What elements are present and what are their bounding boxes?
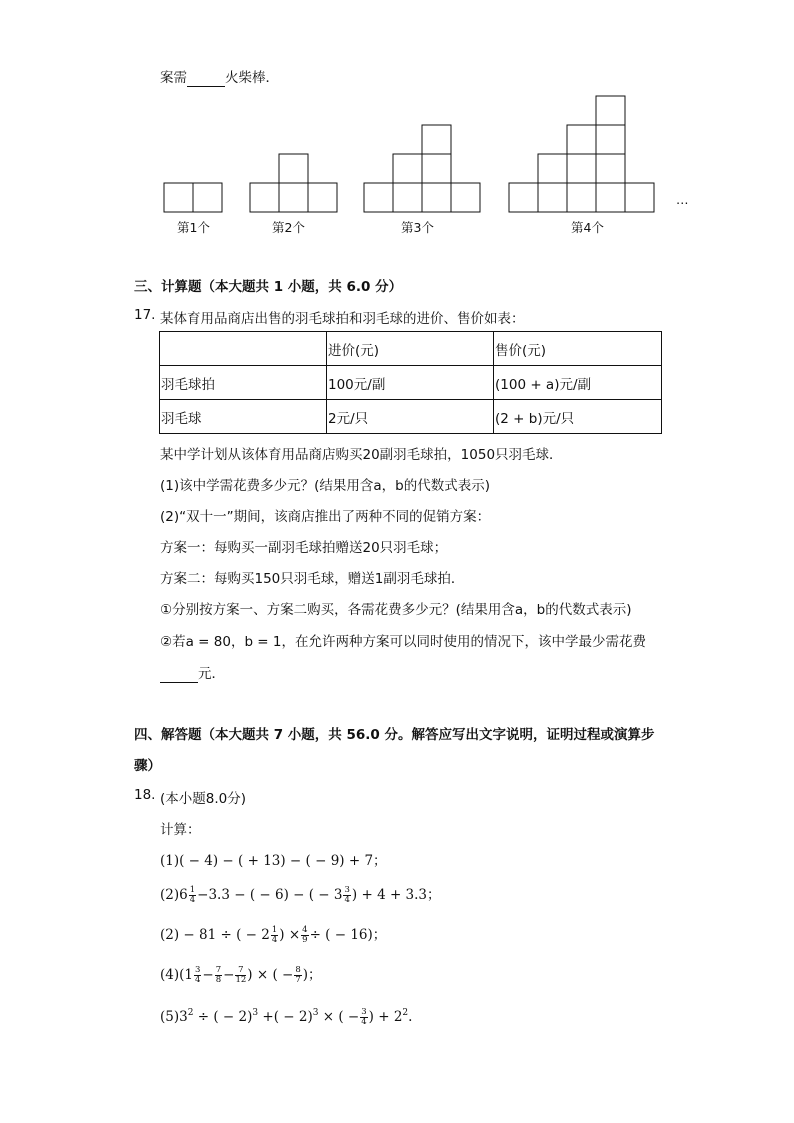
table-cell: 售价(元) [494,332,662,366]
numerator: 1 [271,925,278,935]
fraction [343,886,350,905]
denominator: 4 [194,975,201,985]
figure-label-1: 第1个 [177,220,210,235]
table-row [160,400,662,434]
expr-text: ) × ( − [247,967,294,983]
fraction [235,966,246,985]
q17-plan: 某中学计划从该体育用品商店购买20副羽毛球拍，1050只羽毛球． [160,447,563,463]
expr-text: ) + 4 + 3.3； [351,887,441,903]
fraction [215,966,222,985]
expr-text: (2) − 81 ÷ ( − 2 [160,927,270,943]
table-cell: (100 + a)元/副 [494,366,662,400]
q18-expression-1: (1)( − 4) − ( + 13) − ( − 9) + 7； [160,853,387,869]
fraction [294,966,301,985]
figure-1-squares [164,183,222,212]
question-16-tail [160,66,279,87]
section-4-heading-line2: 骤） [134,758,161,774]
sub2-end-text: 元． [198,666,225,682]
price-table [159,331,662,434]
fraction [360,1008,367,1027]
figure-ellipsis: … [676,192,689,207]
figure-2-squares [250,154,337,212]
exponent: 2 [187,1008,194,1018]
denominator: 9 [302,935,308,945]
table-cell: (2 + b)元/只 [494,400,662,434]
q17-sub2: ②若a = 80，b = 1，在允许两种方案可以同时使用的情况下，该中学最少需花费 [160,634,646,650]
numerator: 7 [215,965,222,975]
exponent: 3 [312,1008,319,1018]
expr-text: +( − 2) [258,1009,313,1025]
denominator: 4 [189,895,196,905]
q17-stem: 某体育用品商店出售的羽毛球拍和羽毛球的进价、售价如表： [160,311,525,327]
fraction [301,926,308,945]
section-3-heading: 三、计算题（本大题共 1 小题，共 6.0 分） [134,279,403,295]
expr-text: (5)3 [160,1009,188,1025]
fraction [189,886,196,905]
denominator: 4 [271,935,278,945]
figure-4-squares [509,96,654,212]
q18-points: (本小题8.0分) [160,791,247,807]
table-cell: 羽毛球 [160,400,327,434]
matchstick-figure [160,90,700,240]
q18-expression-5 [160,1008,412,1027]
expr-text: ÷ ( − 2) [193,1009,253,1025]
expr-text: ) × [279,927,301,943]
q18-instruction: 计算： [160,822,201,838]
expr-text: )； [302,967,322,983]
table-cell: 100元/副 [327,366,494,400]
expr-text: ) + 2 [368,1009,403,1025]
numerator: 4 [302,925,308,935]
q17-sub2-end [160,662,225,683]
q18-number: 18. [134,787,156,803]
numerator: 8 [295,965,301,975]
exponent: 3 [252,1008,259,1018]
expr-text: ÷ ( − 16)； [309,927,387,943]
q17-scheme2: 方案二：每购买150只羽毛球，赠送1副羽毛球拍． [160,571,465,587]
denominator: 4 [344,895,350,905]
denominator: 4 [361,1017,367,1027]
answer-blank [187,70,225,87]
q17-scheme1: 方案一：每购买一副羽毛球拍赠送20只羽毛球； [160,540,448,556]
numerator: 3 [194,965,201,975]
q17-part1: (1)该中学需花费多少元？(结果用含a，b的代数式表示) [160,478,490,494]
denominator: 12 [235,975,247,985]
section-4-heading-line1: 四、解答题（本大题共 7 小题，共 56.0 分。解答应写出文字说明，证明过程或演算步 [134,727,655,743]
expr-text: − [202,967,214,983]
q18-expression-4 [160,963,322,985]
tail-prefix: 案需 [160,70,187,86]
tail-suffix: 火柴棒． [225,70,279,86]
expr-text: − [223,967,235,983]
expr-text: (2)6 [160,887,188,903]
q17-part2: (2)“双十一”期间，该商店推出了两种不同的促销方案： [160,509,491,525]
fraction [271,926,278,945]
denominator: 8 [215,975,222,985]
table-cell: 进价(元) [327,332,494,366]
denominator: 7 [295,975,301,985]
exponent: 2 [402,1008,409,1018]
q17-number: 17. [134,307,156,323]
fraction [194,966,201,985]
numerator: 3 [361,1007,367,1017]
figure-label-3: 第3个 [401,220,434,235]
expr-text: × ( − [318,1009,360,1025]
table-row [160,332,662,366]
table-cell: 羽毛球拍 [160,366,327,400]
numerator: 1 [189,885,196,895]
q18-expression-2 [160,883,441,905]
answer-blank [160,666,198,683]
figure-3-squares [364,125,480,212]
table-row [160,366,662,400]
figure-label-2: 第2个 [272,220,305,235]
expr-text: −3.3 − ( − 6) − ( − 3 [197,887,343,903]
numerator: 3 [344,885,350,895]
table-cell: 2元/只 [327,400,494,434]
figure-label-4: 第4个 [571,220,604,235]
expr-text: . [408,1009,413,1025]
expr-text: (4)(1 [160,967,193,983]
q18-expression-3 [160,923,386,945]
q17-sub1: ①分别按方案一、方案二购买，各需花费多少元？(结果用含a，b的代数式表示) [160,602,632,618]
table-cell [160,332,327,366]
numerator: 7 [235,966,246,976]
